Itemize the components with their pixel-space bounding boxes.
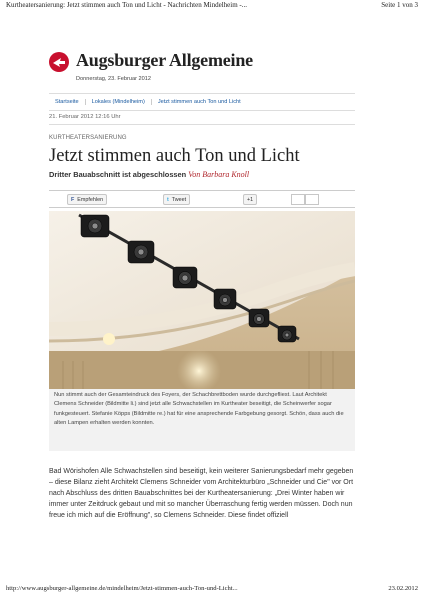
article-body: Bad Wörishofen Alle Schwachstellen sind beseitigt, kein weiterer Sanierungsbedarf mehr gegeben – diese Bilanz zieht Architekt Clemens Schneider vom Architekturbüro „Schneider und Cie" vor Ort nach Abschluss des dritten Bauabschnittes bei der Kurtheatersanierung: „Drei Winter haben wir immer unter Zeitdruck gebaut und mit so mancher Überraschung fertig werden müssen. Doch nun freue ich mich auf die Eröffnung", so Clemens Schneider. Diese findet offiziell — [49, 468, 354, 520]
masthead-date: Donnerstag, 23. Februar 2012 — [76, 76, 151, 82]
author-byline: Von Barbara Knoll — [188, 170, 250, 179]
print-footer — [6, 585, 418, 596]
article-kicker: KURTHEATERSANIERUNG — [49, 135, 127, 141]
twitter-icon: t — [167, 196, 169, 203]
breadcrumb — [49, 93, 355, 111]
article-headline: Jetzt stimmen auch Ton und Licht — [49, 146, 300, 166]
print-date: 23.02.2012 — [388, 585, 418, 592]
article-timestamp: 21. Februar 2012 12:16 Uhr — [49, 114, 355, 125]
masthead-logo[interactable] — [49, 50, 253, 72]
breadcrumb-item-home[interactable]: Startseite — [55, 99, 79, 105]
share-counter-box — [305, 194, 319, 205]
article-photo — [49, 211, 355, 389]
photo-caption: Nun stimmt auch der Gesamteindruck des Foyers, der Schachbrettboden wurde durchgefliest. Laut Architekt Clemens Schneider (Bildmitte li.) sind jetzt alle Schwachstellen im Kurtheater beseitigt, die Scheinwerfer sogar funkgesteuert. Stefanie Köpps (Bildmitte re.) hat für eine ansprechende Farbgebung gesorgt. Schön, dass auch die alten Lampen erhalten werden konnten. — [49, 389, 355, 451]
facebook-like-button[interactable] — [67, 194, 107, 205]
print-url: http://www.augsburger-allgemeine.de/mindelheim/Jetzt-stimmen-auch-Ton-und-Licht... — [6, 585, 238, 592]
facebook-label: Empfehlen — [77, 196, 104, 203]
article-subline — [49, 170, 249, 179]
gplus-label: +1 — [247, 196, 254, 203]
tweet-label: Tweet — [171, 196, 187, 203]
breadcrumb-item-section[interactable]: Lokales (Mindelheim) — [85, 99, 151, 105]
gplus-button[interactable] — [243, 194, 257, 205]
tweet-button[interactable] — [163, 194, 190, 205]
stage-lights-photo — [49, 211, 355, 389]
print-page-number: Seite 1 von 3 — [381, 1, 418, 9]
masthead-name: Augsburger Allgemeine — [76, 50, 253, 70]
facebook-icon: F — [71, 196, 75, 203]
subline-text: Dritter Bauabschnitt ist abgeschlossen — [49, 170, 187, 179]
print-header — [6, 1, 418, 12]
logo-icon — [49, 52, 69, 72]
print-title: Kurtheatersanierung: Jetzt stimmen auch Ton und Licht - Nachrichten Mindelheim -... — [6, 1, 248, 9]
share-counter-box — [291, 194, 305, 205]
social-bar — [49, 190, 355, 208]
breadcrumb-item-article[interactable]: Jetzt stimmen auch Ton und Licht — [151, 99, 247, 105]
